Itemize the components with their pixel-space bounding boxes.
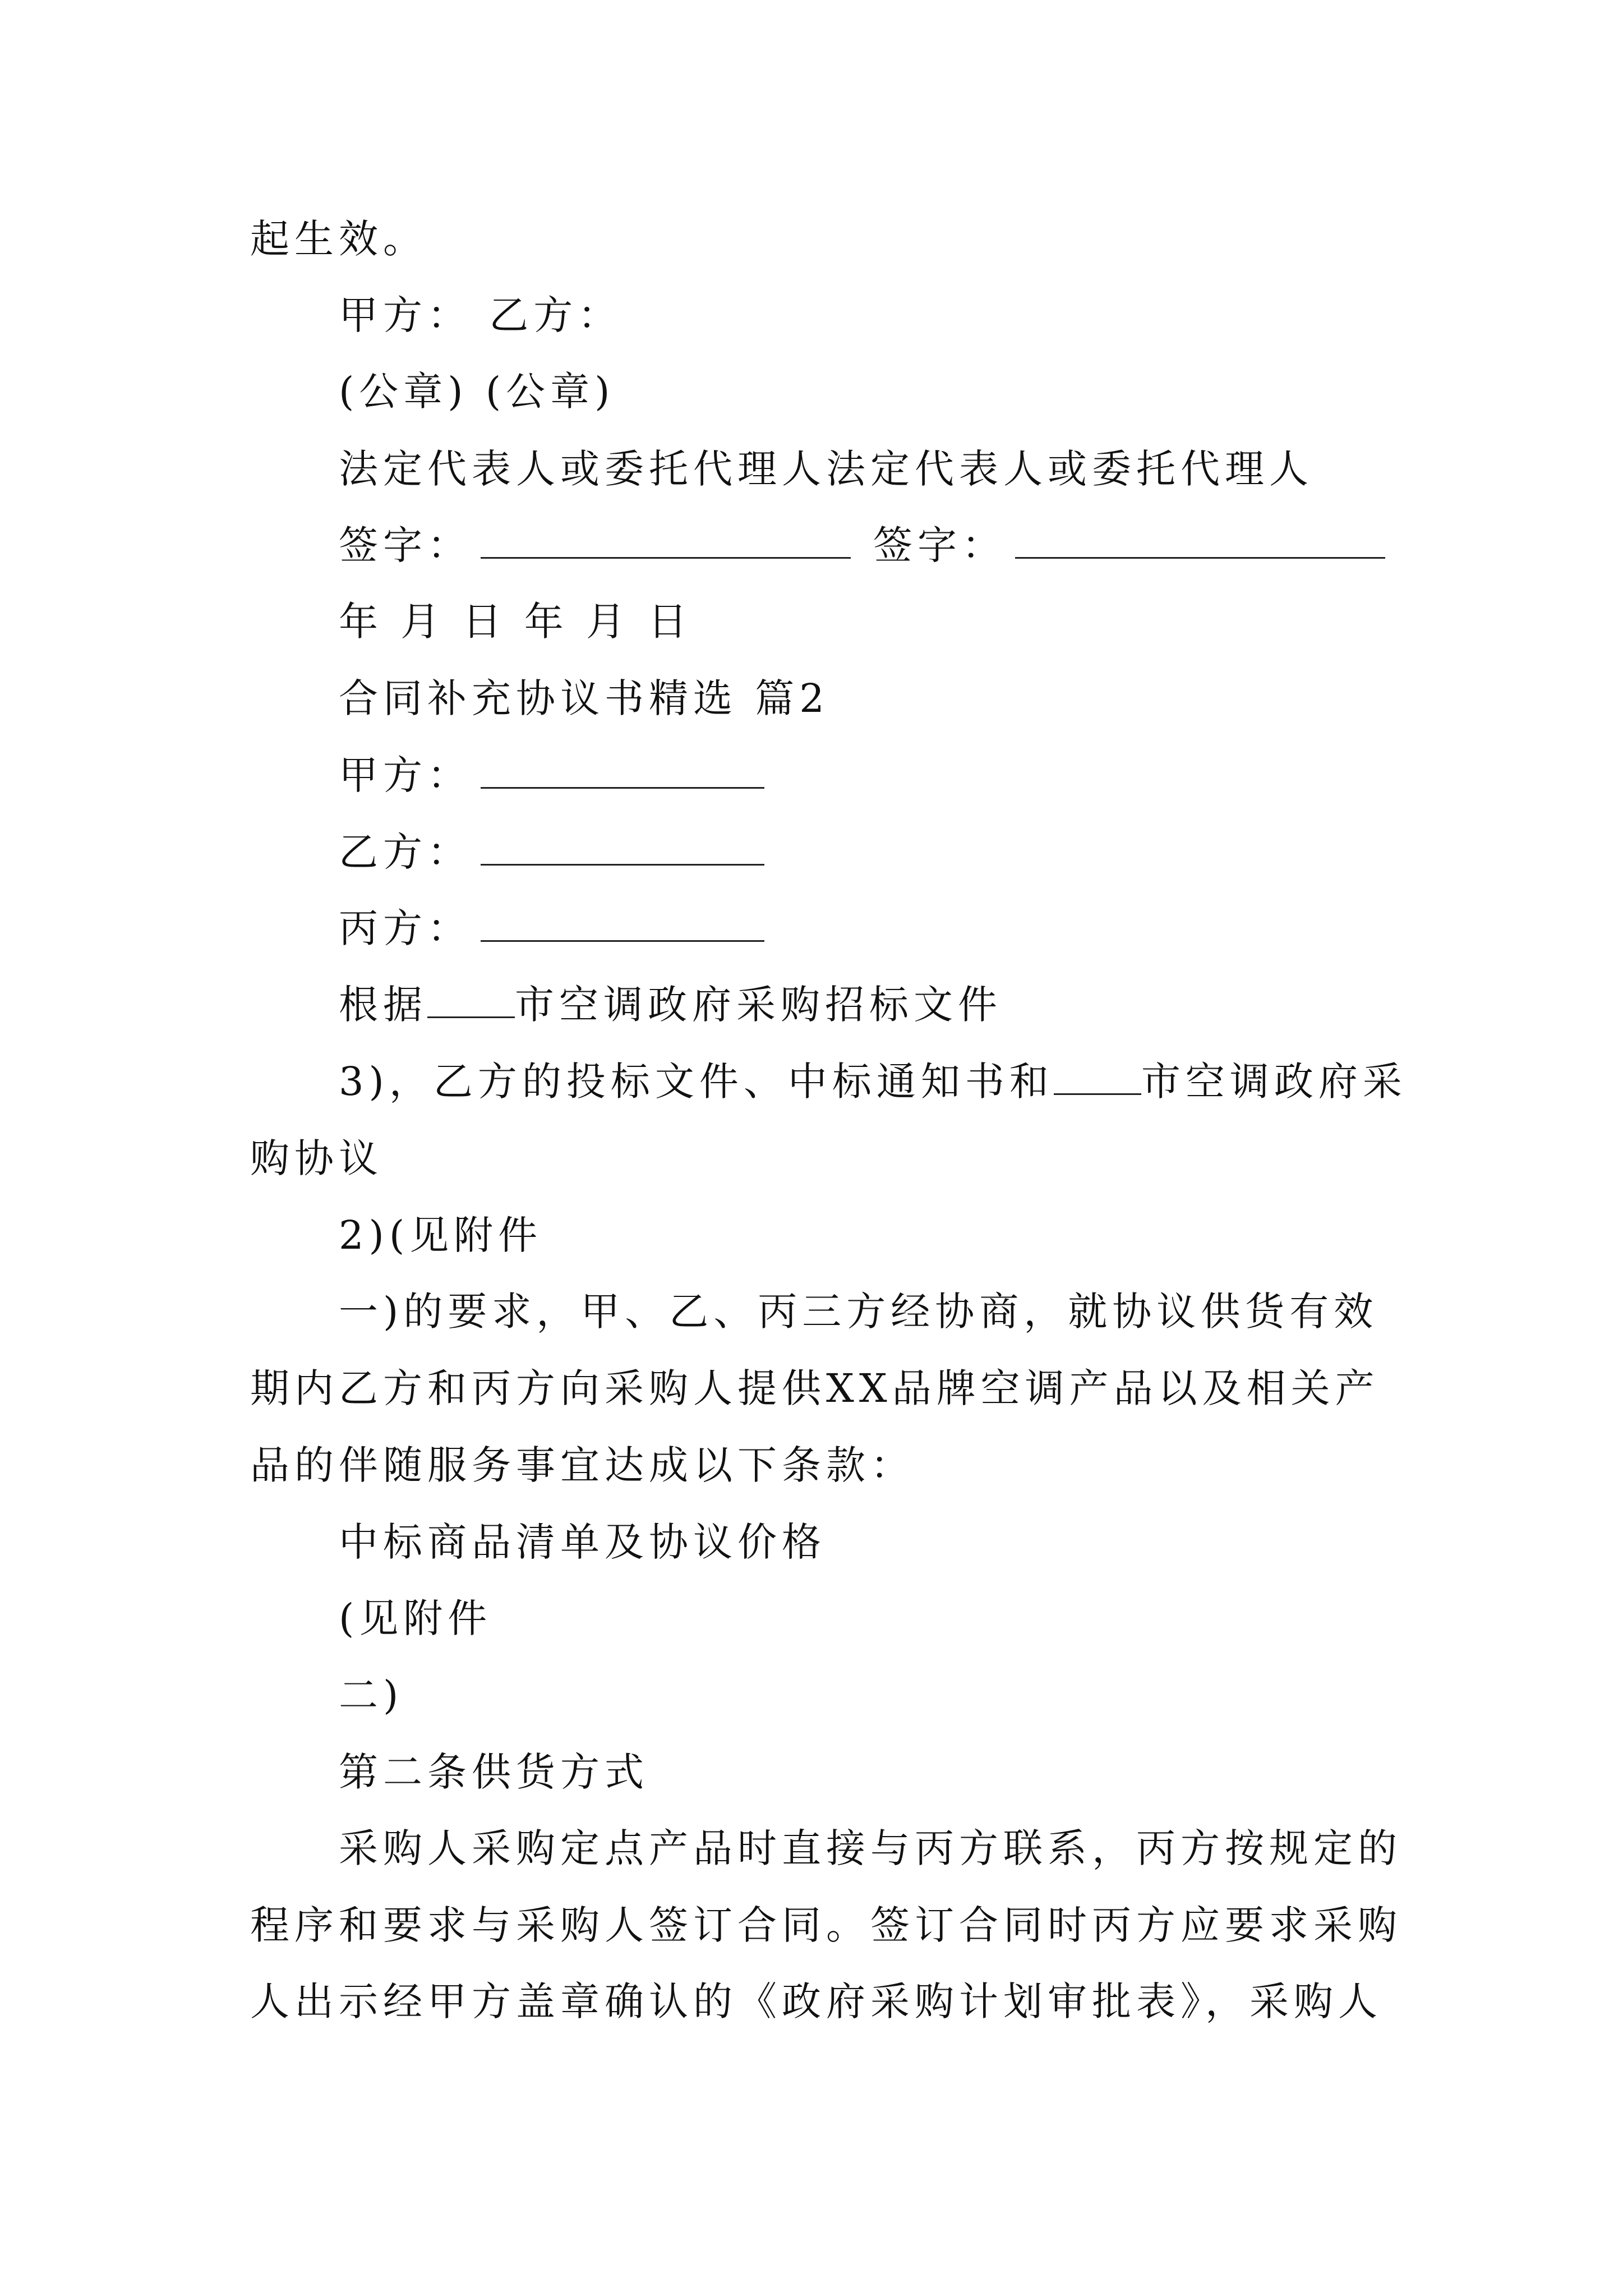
text-line: (见附件 (339, 1595, 492, 1641)
signature-label: 签字： (873, 522, 1006, 568)
party-b-line (339, 827, 764, 877)
text-line: 起生效。 (250, 216, 427, 262)
party-b-blank (481, 829, 764, 866)
party-header-line: 甲方： 乙方： (339, 292, 623, 338)
text-line (339, 979, 1002, 1030)
text-line: 一)的要求，甲、乙、丙三方经协商，就协议供货有效 (339, 1289, 1378, 1335)
text-line: 程序和要求与采购人签订合同。签订合同时丙方应要求采购 (250, 1902, 1402, 1948)
text-line: 中标商品清单及协议价格 (339, 1519, 826, 1565)
clause-heading: 第二条供货方式 (339, 1749, 649, 1795)
text-fragment: 市空调政府采购招标文件 (515, 982, 1002, 1028)
text-line: 品的伴随服务事宜达成以下条款： (250, 1442, 915, 1488)
date-line: 年 月 日 年 月 日 (339, 599, 693, 645)
party-c-label: 丙方： (339, 905, 472, 951)
signature-label: 签字： (339, 522, 472, 568)
text-line: 二) (339, 1672, 404, 1718)
party-a-blank (481, 752, 764, 789)
fill-blank (1054, 1059, 1141, 1095)
signature-line (339, 520, 1385, 570)
text-fragment: 市空调政府采 (1141, 1059, 1407, 1105)
seal-line: (公章) (公章) (339, 369, 615, 415)
text-line: 期内乙方和丙方向采购人提供XX品牌空调产品以及相关产 (250, 1365, 1380, 1411)
party-a-label: 甲方： (339, 752, 472, 798)
party-c-blank (481, 905, 764, 942)
text-line: 人出示经甲方盖章确认的《政府采购计划审批表》，采购人 (250, 1978, 1382, 2024)
representative-line: 法定代表人或委托代理人法定代表人或委托代理人 (339, 446, 1313, 492)
text-fragment: 3)，乙方的投标文件、中标通知书和 (339, 1059, 1054, 1105)
text-line: 采购人采购定点产品时直接与丙方联系，丙方按规定的 (339, 1825, 1402, 1871)
section-title: 合同补充协议书精选 篇2 (339, 675, 829, 721)
text-line: 2)(见附件 (339, 1212, 543, 1258)
text-line (339, 1056, 1407, 1107)
party-b-label: 乙方： (339, 829, 472, 875)
signature-blank (1015, 522, 1385, 559)
text-line: 购协议 (250, 1135, 383, 1181)
party-a-line (339, 750, 764, 800)
signature-blank (481, 522, 851, 559)
text-fragment: 根据 (339, 982, 427, 1028)
party-c-line (339, 903, 764, 954)
fill-blank (427, 982, 515, 1018)
